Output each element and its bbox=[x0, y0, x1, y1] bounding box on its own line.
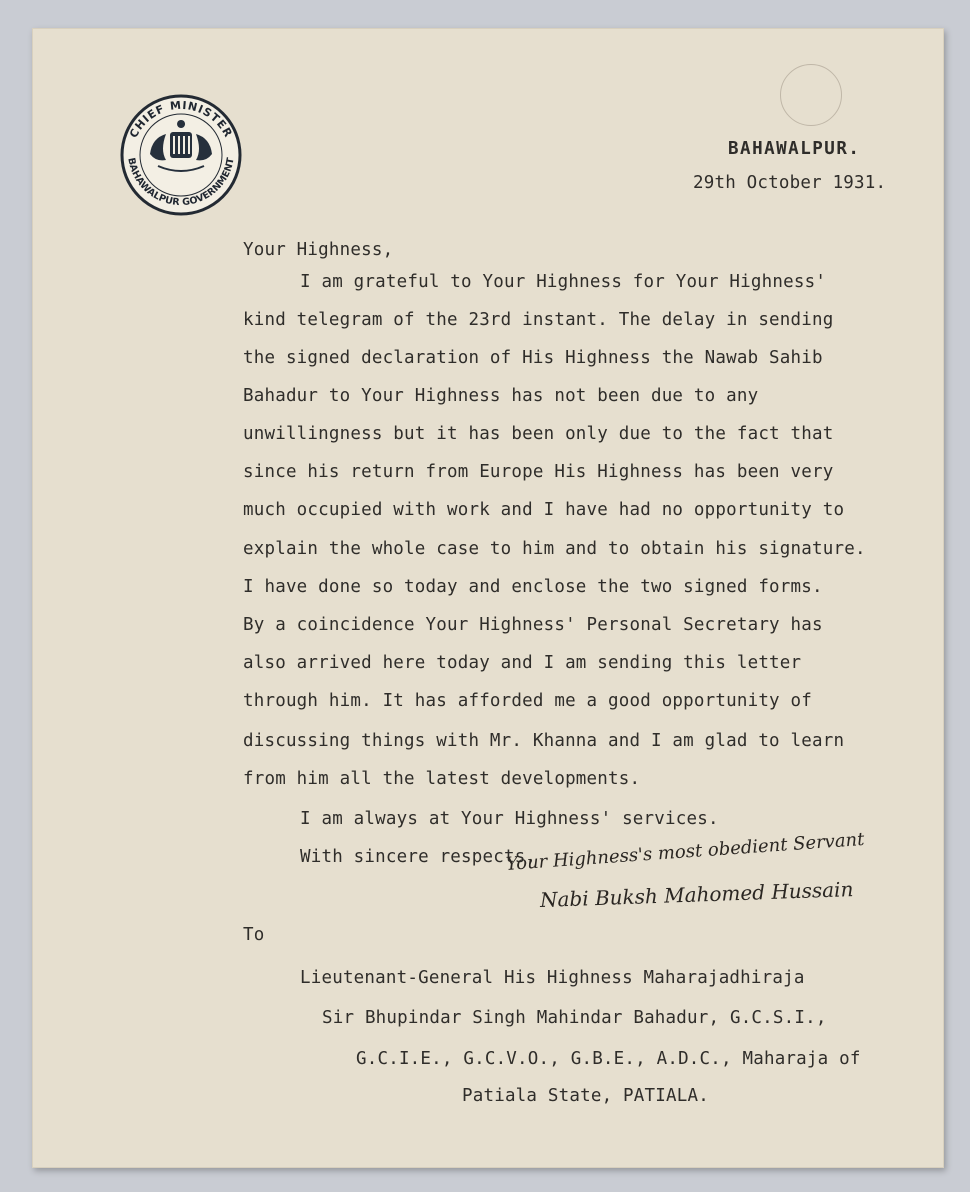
body-line: through him. It has afforded me a good opportunity of bbox=[243, 691, 813, 711]
address-line: Sir Bhupindar Singh Mahindar Bahadur, G.C.S.I., bbox=[322, 1008, 827, 1028]
salutation: Your Highness, bbox=[243, 240, 394, 260]
body-line: since his return from Europe His Highness has been very bbox=[243, 462, 834, 482]
faint-stamp-mark bbox=[780, 64, 842, 126]
letterhead-place: BAHAWALPUR. bbox=[728, 139, 861, 159]
body-line: much occupied with work and I have had no opportunity to bbox=[243, 500, 845, 520]
body-line: unwillingness but it has been only due to the fact that bbox=[243, 424, 834, 444]
body-line: from him all the latest developments. bbox=[243, 769, 641, 789]
body-line: I have done so today and enclose the two signed forms. bbox=[243, 577, 823, 597]
chief-minister-seal bbox=[110, 94, 252, 216]
address-line: G.C.I.E., G.C.V.O., G.B.E., A.D.C., Maharaja of bbox=[356, 1049, 861, 1069]
handwritten-signature-line: Your Highness's most obedient Servant bbox=[505, 828, 866, 875]
body-line: I am grateful to Your Highness for Your Highness' bbox=[300, 272, 827, 292]
body-line: discussing things with Mr. Khanna and I am glad to learn bbox=[243, 731, 845, 751]
to-label: To bbox=[243, 925, 265, 945]
letter-date: 29th October 1931. bbox=[693, 173, 887, 193]
body-line: also arrived here today and I am sending this letter bbox=[243, 653, 802, 673]
address-line: Lieutenant-General His Highness Maharajadhiraja bbox=[300, 968, 805, 988]
body-line: explain the whole case to him and to obtain his signature. bbox=[243, 539, 866, 559]
address-line: Patiala State, PATIALA. bbox=[462, 1086, 709, 1106]
body-line: Bahadur to Your Highness has not been due to any bbox=[243, 386, 759, 406]
body-line: the signed declaration of His Highness the Nawab Sahib bbox=[243, 348, 823, 368]
seal-top-text: CHIEF MINISTER bbox=[126, 98, 236, 141]
closing-respects: With sincere respects, bbox=[300, 847, 537, 867]
body-line: kind telegram of the 23rd instant. The delay in sending bbox=[243, 310, 834, 330]
seal-bottom-text: BAHAWALPUR GOVERNMENT bbox=[125, 156, 237, 209]
body-line: By a coincidence Your Highness' Personal Secretary has bbox=[243, 615, 823, 635]
closing-line: I am always at Your Highness' services. bbox=[300, 809, 719, 829]
handwritten-signature-name: Nabi Buksh Mahomed Hussain bbox=[539, 877, 854, 912]
